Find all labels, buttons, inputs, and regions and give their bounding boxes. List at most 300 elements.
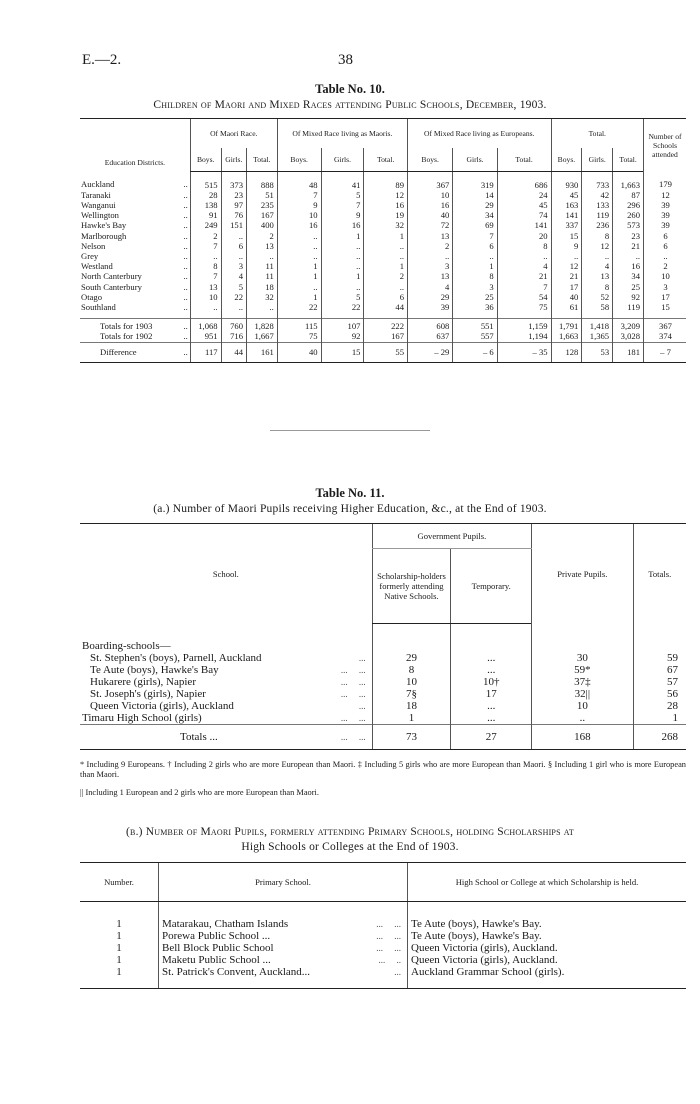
table-cell: 608 xyxy=(407,319,452,332)
leader-dots: ... xyxy=(358,700,366,711)
table-cell: 1,663 xyxy=(551,331,582,342)
table-cell: 48 xyxy=(277,171,321,190)
table-cell: 13 xyxy=(407,271,452,281)
table-cell: 374 xyxy=(644,331,687,342)
table-cell: .. xyxy=(582,251,613,261)
table-cell: 551 xyxy=(453,319,497,332)
table-cell: 1 xyxy=(277,292,321,302)
table-cell: 97 xyxy=(221,200,246,210)
table-row xyxy=(80,342,686,362)
table-cell: 16 xyxy=(277,220,321,230)
table-cell: 75 xyxy=(497,302,551,319)
table-cell: 28 xyxy=(633,700,686,712)
table-cell: .. xyxy=(221,231,246,241)
primary-school-name: Bell Block Public School xyxy=(162,942,274,954)
table-cell: .. xyxy=(453,251,497,261)
table-cell: 39 xyxy=(644,220,687,230)
table-cell: 14 xyxy=(453,190,497,200)
table-cell: 40 xyxy=(277,342,321,362)
col-private-pupils: Private Pupils. xyxy=(532,524,633,624)
col-number-of-schools: Number of Schools attended xyxy=(644,119,687,172)
table-cell: 7 xyxy=(277,190,321,200)
table-row xyxy=(80,271,686,281)
table-cell: 53 xyxy=(582,342,613,362)
table-cell: 52 xyxy=(582,292,613,302)
table-cell: 181 xyxy=(613,342,644,362)
table-row xyxy=(80,676,686,688)
table-cell: 888 xyxy=(247,171,278,190)
table11-footnote-1: * Including 9 Europeans. † Including 2 girls who are more European than Maori. ‡ Including 5 girls who are more European than Maori. § Including 1 girl who is more European than Maori. xyxy=(80,760,686,779)
table-cell: .. xyxy=(221,251,246,261)
table-cell: 167 xyxy=(364,331,408,342)
difference-name: Difference xyxy=(80,342,173,362)
table-cell: ... xyxy=(451,664,532,676)
subhead-boys: Boys. xyxy=(277,148,321,171)
table-cell: 36 xyxy=(453,302,497,319)
table-cell: 115 xyxy=(277,319,321,332)
table-cell: 27 xyxy=(451,724,532,749)
table-row xyxy=(80,664,686,676)
high-school-name: Queen Victoria (girls), Auckland. xyxy=(408,954,687,966)
table-cell: 930 xyxy=(551,171,582,190)
high-school-name: Auckland Grammar School (girls). xyxy=(408,966,687,989)
leader-dots: .. xyxy=(173,342,191,362)
table-cell: 4 xyxy=(407,282,452,292)
school-name-cell xyxy=(80,664,372,676)
table-cell: 3 xyxy=(407,261,452,271)
table-cell: 1 xyxy=(321,231,364,241)
table-cell: 367 xyxy=(644,319,687,332)
table11-subtitle-b-2: High Schools or Colleges at the End of 1903. xyxy=(241,841,459,853)
table-cell: 41 xyxy=(321,171,364,190)
table11-title: Table No. 11. xyxy=(315,486,385,500)
table-cell: 45 xyxy=(497,200,551,210)
table-cell: 1 xyxy=(277,271,321,281)
table-cell: 1 xyxy=(277,261,321,271)
leader-dots: .. xyxy=(183,281,188,292)
scholarship-count: 1 xyxy=(80,966,159,989)
table-cell: 8 xyxy=(453,271,497,281)
leader-dots: .. xyxy=(183,230,188,241)
table-cell: 1,791 xyxy=(551,319,582,332)
table-cell: ... xyxy=(451,700,532,712)
table-cell: 39 xyxy=(407,302,452,319)
table-cell: 29 xyxy=(407,292,452,302)
table-cell: 12 xyxy=(364,190,408,200)
table-cell: 44 xyxy=(221,342,246,362)
table-cell: 10 xyxy=(407,190,452,200)
table-cell: 1 xyxy=(633,712,686,725)
table-cell: 15 xyxy=(644,302,687,319)
table-cell: 11 xyxy=(247,271,278,281)
page-series-label: E.—2. xyxy=(82,52,122,68)
leader-dots: .. xyxy=(183,240,188,251)
group-mixed-maoris: Of Mixed Race living as Maoris. xyxy=(277,119,407,149)
subhead-total: Total. xyxy=(247,148,278,171)
table-cell: 117 xyxy=(190,342,221,362)
primary-school-cell xyxy=(159,902,408,931)
table10-title: Table No. 10. xyxy=(315,82,385,96)
table-cell: 11 xyxy=(247,261,278,271)
col-number: Number. xyxy=(80,863,159,902)
table-cell: 3 xyxy=(453,282,497,292)
table-cell: 1,828 xyxy=(247,319,278,332)
table-cell: 9 xyxy=(321,210,364,220)
table-cell: .. xyxy=(532,712,633,725)
table-cell: 25 xyxy=(453,292,497,302)
table-cell: 249 xyxy=(190,220,221,230)
table-cell: 951 xyxy=(190,331,221,342)
subhead-total: Total. xyxy=(364,148,408,171)
district-name: Marlborough xyxy=(81,230,127,241)
table-cell: 7 xyxy=(190,241,221,251)
table-cell: .. xyxy=(321,282,364,292)
table-cell: 40 xyxy=(407,210,452,220)
table11a xyxy=(80,523,686,750)
table-cell: 1,667 xyxy=(247,331,278,342)
leader-dots: ... xyxy=(358,652,366,663)
table-cell: 89 xyxy=(364,171,408,190)
leader-dots: .. xyxy=(183,271,188,282)
high-school-name: Te Aute (boys), Hawke's Bay. xyxy=(408,930,687,942)
table-row xyxy=(80,688,686,700)
table-cell: 5 xyxy=(321,190,364,200)
district-name: Auckland xyxy=(81,179,115,190)
primary-school-name: Matarakau, Chatham Islands xyxy=(162,918,289,930)
table-cell: 51 xyxy=(247,190,278,200)
subhead-boys: Boys. xyxy=(407,148,452,171)
empty-cell xyxy=(372,624,451,652)
table-cell: 55 xyxy=(364,342,408,362)
table-cell: 74 xyxy=(497,210,551,220)
table-cell: 4 xyxy=(497,261,551,271)
table-cell: 22 xyxy=(321,302,364,319)
table-cell: 1 xyxy=(364,261,408,271)
table-cell: 1,159 xyxy=(497,319,551,332)
school-name: St. Stephen's (boys), Parnell, Auckland xyxy=(90,651,262,664)
leader-dots: ... ... xyxy=(376,931,401,941)
leader-dots: .. xyxy=(183,261,188,272)
table-cell: 1,663 xyxy=(613,171,644,190)
table-cell: 1 xyxy=(364,231,408,241)
school-name-cell xyxy=(80,712,372,725)
table-cell: 373 xyxy=(221,171,246,190)
table-cell: 23 xyxy=(221,190,246,200)
table-cell: 21 xyxy=(551,271,582,281)
leader-dots: .. xyxy=(183,189,188,200)
table-cell: 167 xyxy=(247,210,278,220)
scholarship-count: 1 xyxy=(116,942,122,954)
table-cell: 23 xyxy=(613,231,644,241)
primary-school-name: Porewa Public School ... xyxy=(162,930,271,942)
table-cell: 319 xyxy=(453,171,497,190)
table-row xyxy=(80,700,686,712)
table-row xyxy=(80,231,686,241)
col-high-school: High School or College at which Scholarship is held. xyxy=(408,863,687,902)
table-cell: 42 xyxy=(582,190,613,200)
col-education-districts: Education Districts. xyxy=(80,119,190,172)
table-cell: 5 xyxy=(221,282,246,292)
subhead-boys: Boys. xyxy=(551,148,582,171)
table11b xyxy=(80,862,686,989)
table-cell: 7 xyxy=(497,282,551,292)
table-row xyxy=(80,331,686,342)
table-cell: 76 xyxy=(221,210,246,220)
table-cell: 34 xyxy=(453,210,497,220)
table-cell: .. xyxy=(247,302,278,319)
table-cell: 557 xyxy=(453,331,497,342)
leader-dots: ... ... xyxy=(340,664,366,675)
table-cell: 4 xyxy=(582,261,613,271)
table-cell: 268 xyxy=(633,724,686,749)
table-cell: 29 xyxy=(372,652,451,664)
table-cell: 20 xyxy=(497,231,551,241)
table-cell: .. xyxy=(644,251,687,261)
table-cell: .. xyxy=(364,241,408,251)
table-cell: 367 xyxy=(407,171,452,190)
col-totals: Totals. xyxy=(633,524,686,624)
table-cell: 6 xyxy=(364,292,408,302)
table-cell: 17 xyxy=(551,282,582,292)
table-cell: 296 xyxy=(613,200,644,210)
table-cell: 3,028 xyxy=(613,331,644,342)
table-cell: 637 xyxy=(407,331,452,342)
table11-subtitle-b-1: (b.) Number of Maori Pupils, formerly attending Primary Schools, holding Scholarships at xyxy=(126,826,574,838)
table-cell: 13 xyxy=(190,282,221,292)
table-cell: 13 xyxy=(407,231,452,241)
table-cell: 28 xyxy=(190,190,221,200)
group-total: Total. xyxy=(551,119,643,149)
table-cell: 37‡ xyxy=(532,676,633,688)
school-name: Queen Victoria (girls), Auckland xyxy=(90,699,234,712)
table-cell: 17 xyxy=(451,688,532,700)
district-name: North Canterbury xyxy=(81,271,142,282)
scholarship-count: 1 xyxy=(116,930,122,942)
table-cell: 8 xyxy=(497,241,551,251)
table-cell: 58 xyxy=(582,302,613,319)
table-cell: 32|| xyxy=(532,688,633,700)
table-cell: .. xyxy=(497,251,551,261)
table-cell: 9 xyxy=(277,200,321,210)
school-name-cell xyxy=(80,652,372,664)
table-cell: 163 xyxy=(551,200,582,210)
subhead-total: Total. xyxy=(613,148,644,171)
table-row xyxy=(80,282,686,292)
table-cell: 8 xyxy=(582,282,613,292)
table-cell: 92 xyxy=(613,292,644,302)
table-cell: 12 xyxy=(582,241,613,251)
boarding-schools-heading: Boarding-schools— xyxy=(82,639,171,652)
table-cell: 21 xyxy=(613,241,644,251)
table-cell: – 35 xyxy=(497,342,551,362)
table-row xyxy=(80,220,686,230)
leader-dots: ... ... xyxy=(340,712,366,723)
table-cell: 92 xyxy=(321,331,364,342)
school-name-cell xyxy=(80,676,372,688)
table-cell: 75 xyxy=(277,331,321,342)
table-row xyxy=(80,200,686,210)
table-cell: 1 xyxy=(321,271,364,281)
table-cell: 21 xyxy=(497,271,551,281)
table10-subtitle: Children of Maori and Mixed Races attending Public Schools, December, 1903. xyxy=(153,99,547,111)
table-cell: 57 xyxy=(633,676,686,688)
col-primary-school: Primary School. xyxy=(159,863,408,902)
primary-school-cell xyxy=(159,930,408,942)
table-row xyxy=(80,190,686,200)
table-cell: 7 xyxy=(190,271,221,281)
district-name: Wanganui xyxy=(81,199,116,210)
table-cell: – 29 xyxy=(407,342,452,362)
table-cell: .. xyxy=(277,231,321,241)
leader-dots: .. xyxy=(173,319,191,332)
table-cell: 337 xyxy=(551,220,582,230)
subhead-girls: Girls. xyxy=(321,148,364,171)
high-school-name: Queen Victoria (girls), Auckland. xyxy=(408,942,687,954)
school-name-cell xyxy=(80,700,372,712)
table-cell: 8 xyxy=(372,664,451,676)
table-cell: – 7 xyxy=(644,342,687,362)
table-cell: 12 xyxy=(644,190,687,200)
table-cell: 87 xyxy=(613,190,644,200)
table-cell: 138 xyxy=(190,200,221,210)
table-cell: 161 xyxy=(247,342,278,362)
col-government-pupils: Government Pupils. xyxy=(372,524,531,549)
district-name: Westland xyxy=(81,261,113,272)
empty-cell xyxy=(451,624,532,652)
table-row xyxy=(80,251,686,261)
table-cell: 61 xyxy=(551,302,582,319)
table-cell: 260 xyxy=(613,210,644,220)
table-cell: 168 xyxy=(532,724,633,749)
table-cell: 7§ xyxy=(372,688,451,700)
table-cell: 72 xyxy=(407,220,452,230)
table-cell: 67 xyxy=(633,664,686,676)
table-row xyxy=(80,171,686,190)
leader-dots: ... ... xyxy=(340,676,366,687)
table-row xyxy=(80,292,686,302)
primary-school-name: Maketu Public School ... xyxy=(162,954,271,966)
table-cell: 69 xyxy=(453,220,497,230)
table-cell: 16 xyxy=(613,261,644,271)
table-cell: 10 xyxy=(532,700,633,712)
table-cell: .. xyxy=(613,251,644,261)
table-cell: .. xyxy=(277,251,321,261)
col-temporary: Temporary. xyxy=(451,549,532,624)
table-cell: 16 xyxy=(364,200,408,210)
table-row xyxy=(80,302,686,319)
table-cell: 10† xyxy=(451,676,532,688)
school-name: Totals ... xyxy=(180,730,218,743)
subhead-total: Total. xyxy=(497,148,551,171)
district-name: Hawke's Bay xyxy=(81,220,127,231)
table-cell: .. xyxy=(321,241,364,251)
table-cell: 29 xyxy=(453,200,497,210)
table-cell: 8 xyxy=(582,231,613,241)
table-cell: 2 xyxy=(644,261,687,271)
table-row xyxy=(80,241,686,251)
table-cell: 151 xyxy=(221,220,246,230)
leader-dots: .. xyxy=(183,291,188,302)
table-cell: .. xyxy=(321,251,364,261)
school-name-cell xyxy=(80,724,372,749)
table-cell: 1,365 xyxy=(582,331,613,342)
empty-cell xyxy=(532,624,633,652)
table-cell: 18 xyxy=(372,700,451,712)
table-cell: 6 xyxy=(644,241,687,251)
table-cell: 2 xyxy=(364,271,408,281)
leader-dots: .. xyxy=(183,331,188,342)
table-cell: 39 xyxy=(644,200,687,210)
district-name: Grey xyxy=(81,250,99,261)
subhead-girls: Girls. xyxy=(582,148,613,171)
table-row xyxy=(80,954,686,966)
leader-dots: ... ... xyxy=(340,688,366,699)
table-cell: 733 xyxy=(582,171,613,190)
table-cell: 9 xyxy=(551,241,582,251)
primary-school-cell xyxy=(159,954,408,966)
leader-dots: ... .. xyxy=(378,955,401,965)
table-cell: 34 xyxy=(613,271,644,281)
table-cell: 6 xyxy=(221,241,246,251)
table-cell: .. xyxy=(277,241,321,251)
table-cell: 760 xyxy=(221,319,246,332)
school-name-cell xyxy=(80,688,372,700)
table-cell: 1,194 xyxy=(497,331,551,342)
table-cell: 40 xyxy=(551,292,582,302)
leader-dots: .. xyxy=(183,220,188,231)
district-name: Nelson xyxy=(81,240,106,251)
scholarship-count: 1 xyxy=(116,918,122,930)
table-row xyxy=(80,930,686,942)
table-cell: 13 xyxy=(247,241,278,251)
table-cell: .. xyxy=(247,251,278,261)
empty-cell xyxy=(633,624,686,652)
subhead-girls: Girls. xyxy=(453,148,497,171)
table-cell: 32 xyxy=(364,220,408,230)
leader-dots: ... ... xyxy=(376,919,401,929)
table-cell: 7 xyxy=(321,200,364,210)
table-row xyxy=(80,966,686,989)
table-cell: 18 xyxy=(247,282,278,292)
high-school-name: Te Aute (boys), Hawke's Bay. xyxy=(408,902,687,931)
table-cell: 39 xyxy=(644,210,687,220)
leader-dots: ... xyxy=(394,967,401,977)
table-cell: .. xyxy=(551,251,582,261)
table-cell: 3 xyxy=(221,261,246,271)
subhead-boys: Boys. xyxy=(190,148,221,171)
section-divider xyxy=(270,430,430,431)
table11-footnote-2: || Including 1 European and 2 girls who are more European than Maori. xyxy=(80,788,319,797)
table-cell: .. xyxy=(364,282,408,292)
table-cell: 141 xyxy=(497,220,551,230)
leader-dots: .. xyxy=(183,199,188,210)
table-cell: 3,209 xyxy=(613,319,644,332)
table-cell: 54 xyxy=(497,292,551,302)
table-row xyxy=(80,724,686,749)
group-mixed-europeans: Of Mixed Race living as Europeans. xyxy=(407,119,551,149)
leader-dots: .. xyxy=(183,250,188,261)
table-cell: 15 xyxy=(551,231,582,241)
table-cell: 10 xyxy=(190,292,221,302)
table-cell: 4 xyxy=(221,271,246,281)
district-name: Otago xyxy=(81,291,103,302)
table-cell: 128 xyxy=(551,342,582,362)
table-cell: 22 xyxy=(277,302,321,319)
table-cell: 10 xyxy=(372,676,451,688)
leader-dots: .. xyxy=(183,301,188,312)
table-cell: 573 xyxy=(613,220,644,230)
table-cell: 119 xyxy=(582,210,613,220)
